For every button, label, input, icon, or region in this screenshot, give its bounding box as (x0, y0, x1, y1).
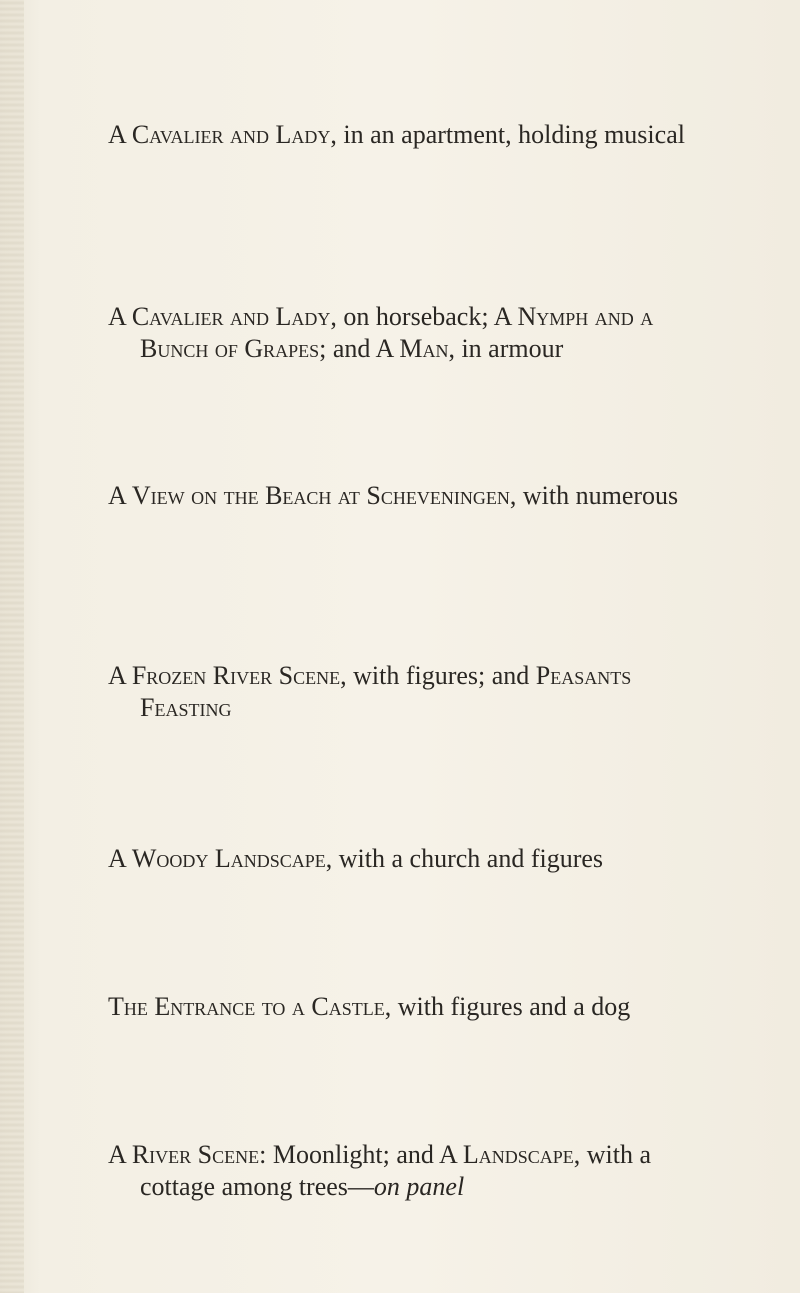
lot-title: The Entrance to a Castle, with figures and a dog (108, 992, 631, 1021)
lot-title: A River Scene: Moonlight; and A Landscape, with a (108, 1140, 651, 1169)
lot-title-cont: Feasting (140, 693, 232, 722)
lot-title: A Cavalier and Lady, in an apartment, holding musical (108, 120, 685, 149)
lot-title: A Frozen River Scene, with figures; and Peasants (108, 661, 632, 690)
lot-title: A Cavalier and Lady, on horseback; A Nymph and a (108, 302, 654, 331)
lot-title: A Woody Landscape, with a church and figures (108, 844, 604, 873)
page-gutter (0, 0, 24, 1293)
lot-title-cont: Bunch of Grapes; and A Man, in armour (140, 334, 564, 363)
lot-title-cont: cottage among trees—on panel (140, 1172, 465, 1201)
lot-title: A View on the Beach at Scheveningen, with numerous (108, 481, 679, 510)
